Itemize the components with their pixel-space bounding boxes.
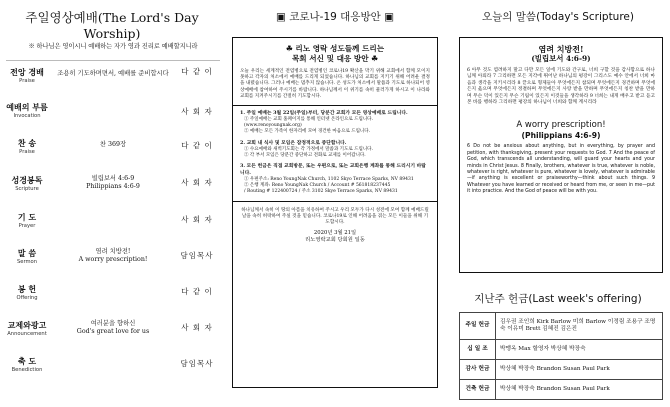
order-label: 전앙 경배 (10, 67, 44, 77)
verse-ref-ko: (빌립보서 4:6-9) (531, 54, 591, 63)
order-label: 교제와광고 (7, 320, 47, 330)
offering-names: 박맹옥 Max 할영자 박상혜 박장숙 (496, 340, 663, 360)
scripture-title: 오늘의 말씀(Today's Scripture) (482, 11, 634, 23)
letter-intro: 오늘 우리는 세계적인 전염병으로 전염병인 코로나19 확산을 막기 위해 교회에서 함께 모이지 못하고 각자의 처소에서 예배를 드리게 되었습니다. 하나님의 교회를 지키기 위해 어려운 결정을 내렸습니다. 그러나 예배는 멈추지 않습니다. 온 성도가 처소에서 말씀과 기도로 하나되어 영상예배에 참여하여 주시기를 바랍니다. 하나님께서 이 위기를 속히 물러가게 하시고 이 나라와 교회를 지켜주시기를 간절히 기도합시다. (240, 69, 430, 99)
letter-closing: 하나님께서 속히 이 땅의 아픔을 치유하여 주시고 우리 모두가 다시 성전에 모여 함께 예배드릴 날을 속히 허락하여 주실 것을 믿습니다. 코로나19로 인해 어려움을 겪는 모든 이들을 위해 기도합시다. (241, 207, 429, 225)
table-row (460, 340, 663, 360)
order-label: 축 도 (17, 356, 37, 366)
order-label-en: Sermon (16, 259, 38, 265)
verse-text-en: 6 Do not be anxious about anything, but in everything, by prayer and petition, with thanksgiving, present your requests to God. 7 And the peace of God, which transcends all understanding, will guard your hearts and your minds in Christ Jesus. 8 Finally, brothers, whatever is true, whatever is noble, whatever is right, whatever is pure, whatever is lovely, whatever is admirable—if anything is excellent or praiseworthy—think about such things. 9 Whatever you have learned or received or heard from me, or seen in me—put it into practice. And the God of peace will be with you. (467, 144, 655, 195)
order-row-announcement (0, 320, 224, 354)
verse-title-en: A worry prescription! (516, 120, 606, 131)
order-label-en: Invocation (13, 113, 41, 119)
offering-category: 감사 헌금 (460, 360, 496, 380)
worship-title: 주일영상예배(The Lord's Day Worship) (25, 10, 199, 41)
order-leader: 사 회 자 (181, 178, 213, 187)
order-label: 봉 헌 (17, 284, 37, 294)
divider (233, 201, 437, 202)
order-leader: 다 같 이 (181, 67, 213, 76)
divider (233, 105, 437, 106)
order-row-benediction (0, 356, 224, 390)
order-label-en: Benediction (11, 367, 43, 373)
order-row-invocation (0, 102, 224, 136)
order-label: 예배의 부름 (6, 102, 48, 112)
policy-sub: ② 예배는 모든 가족이 한자리에 모여 경건한 마음으로 드립니다. (244, 129, 371, 135)
order-leader: 다 같 이 (181, 287, 213, 296)
pastoral-letter-box (232, 37, 438, 388)
order-leader: 사 회 자 (181, 323, 213, 332)
table-row (460, 360, 663, 380)
letter-subheading: 목회 서신 및 대응 방안 ☘ (291, 54, 379, 63)
order-row-hymn (0, 138, 224, 172)
policy-head: 3. 모든 헌금은 직접 교회방문, 또는 우편으로, 또는 교회은행 계좌를 통해 드리시기 바랍니다. (240, 162, 426, 177)
order-row-offering (0, 284, 224, 318)
order-content: 조용히 기도하며면서, 예배를 준비합시다 (57, 70, 169, 77)
letter-heading: ☘ 리노 영락 성도들께 드리는 (285, 44, 385, 53)
divider (6, 60, 220, 61)
verse-ref-en: (Philippians 4:6-9) (521, 131, 601, 141)
order-row-praise (0, 67, 224, 101)
policy-item (240, 140, 430, 147)
offering-names: 박상혜 박장숙 Brandon Susan Paul Park (496, 360, 663, 380)
offering-category: 주일 헌금 (460, 313, 496, 340)
verse-title-ko: 염려 치방전! (538, 44, 584, 54)
order-leader: 사 회 자 (181, 215, 213, 224)
policy-head: 1. 주일 예배는 3월 22일(주일)부터, 당분간 교회가 모든 영상예배로 드립니다. (240, 110, 408, 117)
scripture-box (459, 37, 663, 273)
offering-table (459, 312, 663, 400)
policy-item (240, 163, 430, 177)
table-row (460, 380, 663, 400)
policy-sub: ② 은행 계좌: Reno YoungNak Church / Account # 561818237445 (244, 183, 391, 189)
policy-sub: ① 수요예배와 새벽기도회는 각 가정에서 말씀과 기도로 드립니다. (244, 146, 373, 152)
offering-names: 박상혜 박장숙 Brandon Susan Paul Park (496, 380, 663, 400)
offering-title: 지난주 헌금(Last week's offering) (474, 293, 642, 305)
offering-category: 십 일 조 (460, 340, 496, 360)
order-label-en: Offering (16, 295, 38, 301)
verse-text-ko: 6 아무 것도 염려하지 말고 다만 모든 일에 기도와 간구로, 너희 구할 것을 감사함으로 하나님께 아뢰라 7 그리하면 모든 지각에 뛰어난 하나님의 평강이 그리스도 예수 안에서 너희 마음과 생각을 지키시리라 8 끝으로 형제들아 무엇에든지 참되며 무엇에든지 경건하며 무엇에든지 옳으며 무엇에든지 정결하며 무엇에든지 사랑 받을 만하며 무엇에든지 칭찬 받을 만하며 무슨 덕이 있든지 무슨 기림이 있든지 이것들을 생각하라 9 너희는 내게 배우고 받고 듣고 본 바를 행하라 그리하면 평강의 하나님이 너희와 함께 계시리라 (467, 68, 655, 106)
policy-sub: ② 각 부서 모임은 당분간 중단하고 전화로 교제를 이어갑니다. (244, 152, 366, 158)
order-row-prayer (0, 212, 224, 246)
order-label: 말 씀 (17, 248, 37, 258)
order-leader: 담임목사 (180, 359, 214, 368)
order-leader: 사 회 자 (181, 107, 213, 116)
worship-subtitle: ※ 하나님은 영이시니 예배하는 자가 영과 진리로 예배할지니라 (28, 43, 198, 50)
offering-names: 김우권 조인희 Kirk Barlow 미희 Barlow 이정림 조용구 조명숙 이유미 Brett 김혜진 김은진 (496, 313, 663, 340)
order-label: 찬 송 (17, 138, 37, 148)
order-content: 빌립보서 4:6-9 Philippians 4:6-9 (86, 175, 140, 190)
order-leader: 다 같 이 (181, 141, 213, 150)
order-row-scripture (0, 175, 224, 209)
order-label: 기 도 (17, 212, 37, 222)
policy-head: 2. 교회 내 식사 및 모임은 잠정적으로 중단합니다. (240, 139, 347, 146)
order-content: 찬 369장 (99, 141, 127, 148)
order-leader: 담임목사 (180, 251, 214, 260)
order-label-en: Scripture (15, 186, 39, 192)
letter-signature: 리노영락교회 당회원 일동 (305, 237, 365, 244)
worship-order-column (0, 0, 224, 407)
policy-sub: ① 주일예배는 교회 홈페이지를 통해 인터넷 온라인으로 드립니다. (244, 117, 373, 123)
order-content: 여러분을 향하신 God's great love for us (76, 320, 150, 335)
order-row-sermon (0, 248, 224, 282)
letter-date: 2020년 3월 21일 (313, 230, 357, 237)
order-label-en: Praise (19, 78, 35, 84)
order-label-en: Praise (19, 149, 35, 155)
policy-sub: (www.renoyoungnak.org) (244, 123, 302, 129)
order-content: 염려 치방전! A worry prescription! (78, 248, 148, 263)
order-label-en: Prayer (18, 223, 36, 229)
table-row (460, 313, 663, 340)
order-label: 성경봉독 (11, 175, 43, 185)
order-label-en: Announcement (7, 331, 47, 337)
policy-sub: / Routing # 122400724 / 주소 3102 Skye Terrace Sparks, NV 89431 (244, 189, 398, 195)
policy-sub: ① 우편주소: Reno YoungNak Church, 1102 Skyo Terrace Sparks, NV 89431 (244, 177, 414, 183)
covid-title: ▣ 코로나-19 대응방안 ▣ (275, 11, 394, 23)
offering-category: 건축 헌금 (460, 380, 496, 400)
